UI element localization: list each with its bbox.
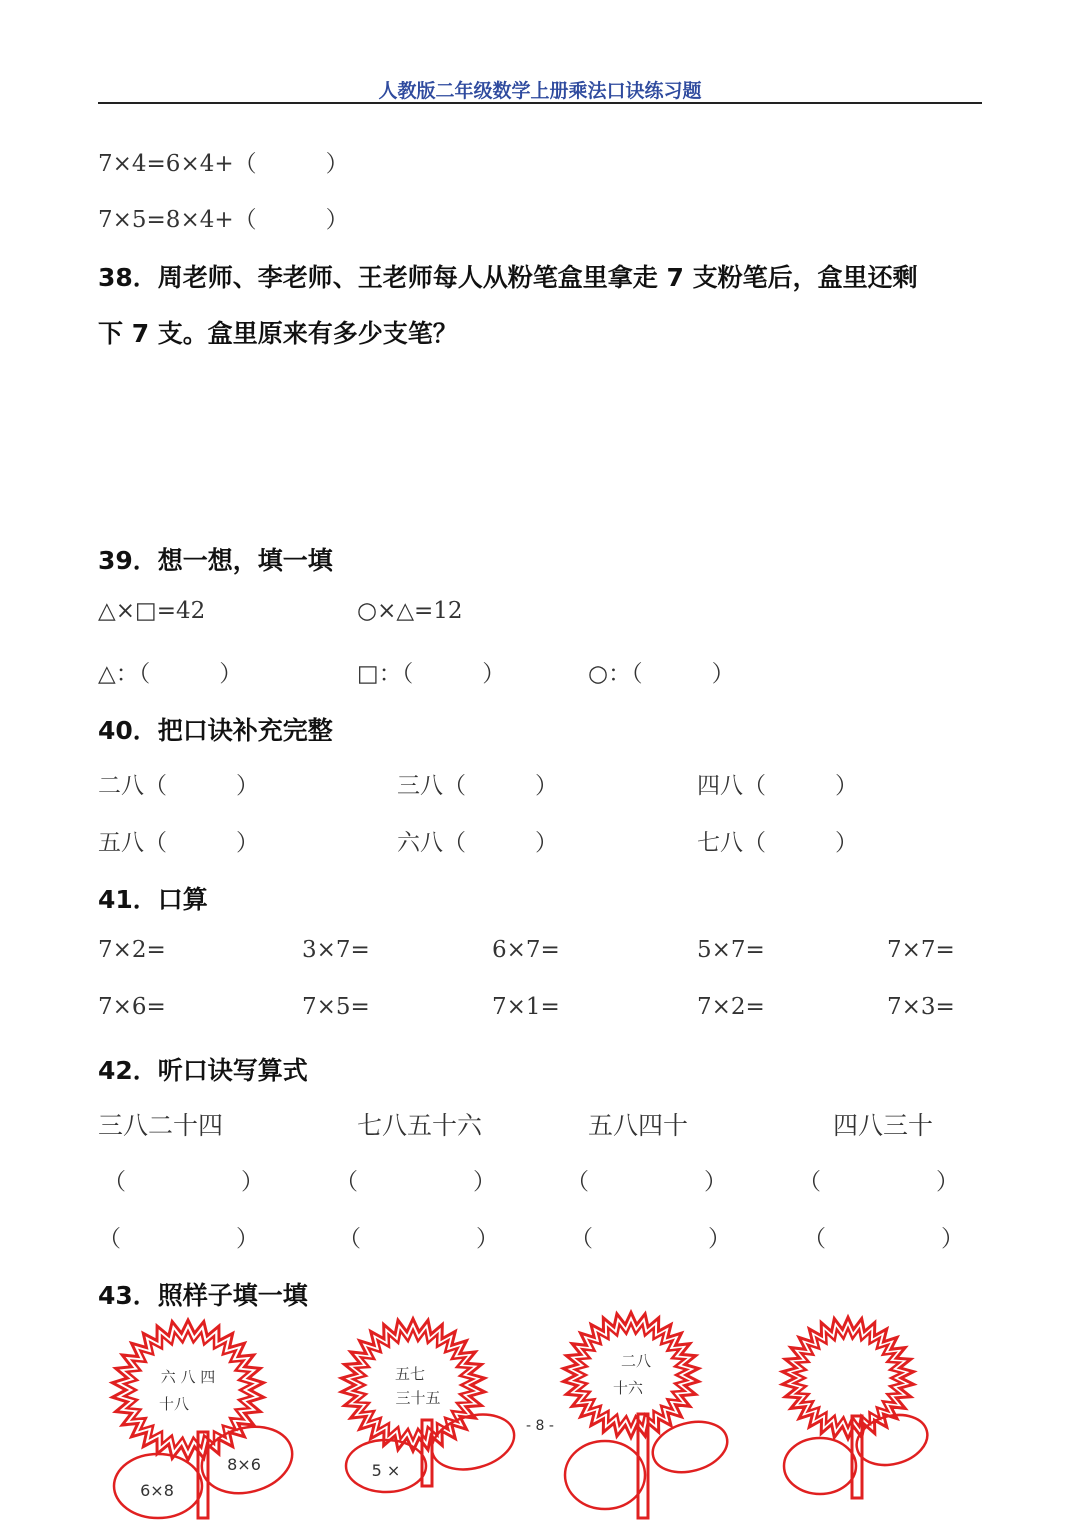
q39-blank-square: □：（ ）: [357, 661, 506, 687]
q40-item: 三八（ ）: [397, 773, 558, 799]
q42-rhyme: 五八四十: [588, 1111, 689, 1140]
q39-blank-circle: ○：（ ）: [588, 661, 735, 687]
q41-item: 7×3=: [887, 994, 955, 1020]
flower-3-rhyme-line-1: 二八: [620, 1352, 652, 1370]
flower-1-rhyme-line-2: 十八: [158, 1395, 190, 1413]
q40-item: 五八（ ）: [98, 830, 259, 856]
q39-equation-1: △×□=42: [98, 598, 206, 624]
q37-line-2: 7×5=8×4+（ ）: [98, 207, 349, 233]
q42-rhyme: 四八三十: [833, 1111, 934, 1140]
q41-item: 7×1=: [492, 994, 560, 1020]
q37-line-1: 7×4=6×4+（ ）: [98, 151, 349, 177]
flower-1-rhyme-line-1: 六 八 四: [160, 1368, 216, 1386]
flower-2-rhyme-line-1: 五七: [394, 1365, 426, 1383]
q39-title: 39．想一想，填一填: [98, 546, 333, 575]
q41-item: 7×2=: [98, 937, 166, 963]
q39-blank-triangle: △：（ ）: [98, 661, 243, 687]
q41-item: 7×7=: [887, 937, 955, 963]
q41-item: 3×7=: [302, 937, 370, 963]
q42-rhyme: 三八二十四: [98, 1111, 224, 1140]
page-number: - 8 -: [526, 1418, 554, 1434]
flower-3-head-inner: [575, 1324, 686, 1427]
q38-line-2: 下 7 支。盒里原来有多少支笔？: [98, 319, 458, 348]
q41-item: 5×7=: [697, 937, 765, 963]
q42-blank: （ ）: [566, 1169, 727, 1195]
q38-line-1: 38．周老师、李老师、王老师每人从粉笔盒里拿走 7 支粉笔后，盒里还剩: [98, 263, 918, 292]
page-header: 人教版二年级数学上册乘法口诀练习题: [378, 80, 702, 102]
q42-blank: （ ）: [103, 1169, 264, 1195]
q41-item: 7×6=: [98, 994, 166, 1020]
q42-blank: （ ）: [570, 1226, 731, 1252]
flower-2-rhyme-line-2: 三十五: [395, 1389, 441, 1407]
q40-item: 六八（ ）: [397, 830, 558, 856]
q41-title: 41．口算: [98, 885, 208, 914]
flower-2: [341, 1319, 520, 1492]
q40-title: 40．把口诀补充完整: [98, 716, 333, 745]
flower-4-leaf-left: [784, 1438, 856, 1494]
q40-item: 四八（ ）: [697, 773, 858, 799]
q41-item: 7×2=: [697, 994, 765, 1020]
flower-4: [782, 1317, 933, 1498]
q41-item: 7×5=: [302, 994, 370, 1020]
flower-3: [563, 1312, 733, 1518]
q42-blank: （ ）: [803, 1226, 964, 1252]
q43-title: 43．照样子填一填: [98, 1281, 308, 1310]
q42-blank: （ ）: [798, 1169, 959, 1195]
q42-title: 42．听口诀写算式: [98, 1056, 308, 1085]
flower-1-leaf-left-label: 6×8: [140, 1481, 174, 1500]
flower-2-leaf-left-label: 5 ×: [371, 1461, 401, 1480]
flower-3-rhyme-line-2: 十六: [612, 1379, 644, 1397]
flower-1-leaf-right-label: 8×6: [227, 1455, 261, 1474]
q42-blank: （ ）: [335, 1169, 496, 1195]
q42-rhyme: 七八五十六: [357, 1111, 483, 1140]
q40-item: 七八（ ）: [697, 830, 858, 856]
q42-blank: （ ）: [338, 1226, 499, 1252]
q39-equation-2: ○×△=12: [357, 598, 463, 624]
flower-4-head-inner: [794, 1328, 901, 1427]
q42-blank: （ ）: [98, 1226, 259, 1252]
flower-3-leaf-left: [565, 1441, 645, 1509]
q40-item: 二八（ ）: [98, 773, 259, 799]
q41-item: 6×7=: [492, 937, 560, 963]
